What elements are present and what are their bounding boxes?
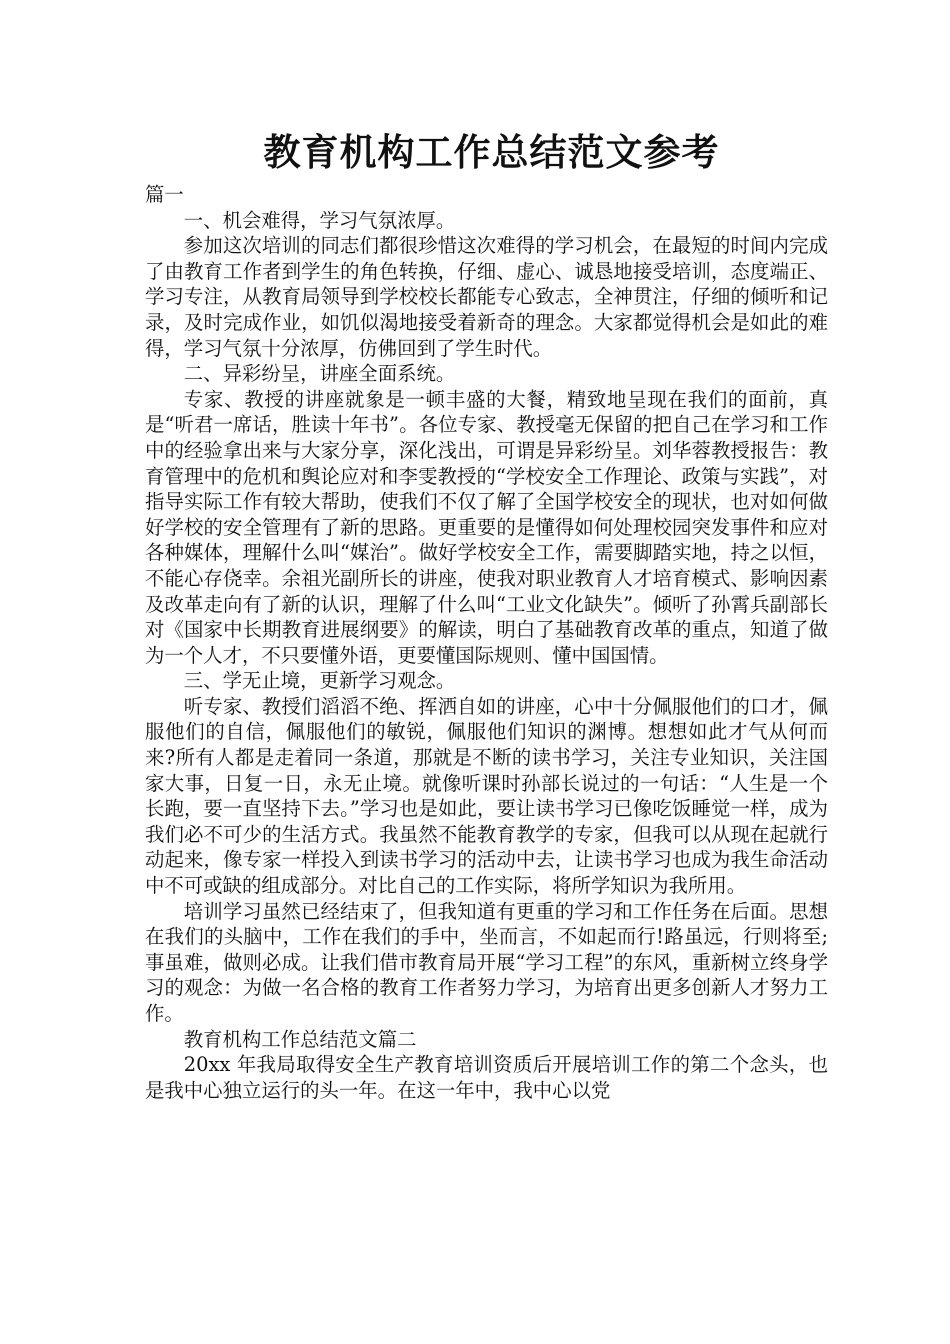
heading-lectures: 二、异彩纷呈，讲座全面系统。 — [183, 362, 456, 386]
paragraph-part-two: 20xx 年我局取得安全生产教育培训资质后开展培训工作的第二个念头，也是我中心独立运行的头一年。在这一年中，我中心以党 — [145, 1053, 828, 1102]
paragraph-conclusion: 培训学习虽然已经结束了，但我知道有更重的学习和工作任务在后面。思想在我们的头脑中，工作在我们的手中，坐而言，不如起而行!路虽远，行则将至;事虽难，做则必成。让我们借市教育局开展“学习工程”的东风，重新树立终身学习的观念：为做一名合格的教育工作者努力学习，为培育出更多创新人才努力工作。 — [145, 899, 828, 1025]
section-label: 篇一 — [145, 183, 184, 206]
heading-lifelong-learning: 三、学无止境，更新学习观念。 — [183, 669, 456, 693]
paragraph-opportunity: 参加这次培训的同志们都很珍惜这次难得的学习机会，在最短的时间内完成了由教育工作者到学生的角色转换，仔细、虚心、诚恳地接受培训，态度端正、学习专注，从教育局领导到学校校长都能专心致志，全神贯注，仔细的倾听和记录，及时完成作业，如饥似渴地接受着新奇的理念。大家都觉得机会是如此的难得，学习气氛十分浓厚，仿佛回到了学生时代。 — [145, 234, 828, 360]
document-page — [145, 128, 828, 1103]
paragraph-lectures: 专家、教授的讲座就象是一顿丰盛的大餐，精致地呈现在我们的面前，真是“听君一席话，胜读十年书”。各位专家、教授毫无保留的把自己在学习和工作中的经验拿出来与大家分享，深化浅出，可谓是异彩纷呈。刘华蓉教授报告：教育管理中的危机和舆论应对和李雯教授的“学校安全工作理论、政策与实践”，对指导实际工作有较大帮助，使我们不仅了解了全国学校安全的现状，也对如何做好学校的安全管理有了新的思路。更重要的是懂得如何处理校园突发事件和应对各种媒体，理解什么叫“媒治”。做好学校安全工作，需要脚踏实地，持之以恒，不能心存侥幸。余祖光副所长的讲座，使我对职业教育人才培育模式、影响因素及改革走向有了新的认识，理解了什么叫“工业文化缺失”。倾听了孙霄兵副部长对《国家中长期教育进展纲要》的解读，明白了基础教育改革的重点，知道了做为一个人才，不只要懂外语，更要懂国际规则、懂中国国情。 — [145, 387, 828, 667]
paragraph-lifelong-learning: 听专家、教授们滔滔不绝、挥洒自如的讲座，心中十分佩服他们的口才，佩服他们的自信，佩服他们的敏锐，佩服他们知识的渊博。想想如此才气从何而来?所有人都是走着同一条道，那就是不断的读书学习，关注专业知识，关注国家大事，日复一日，永无止境。就像听课时孙部长说过的一句话：“人生是一个长跑，要一直坚持下去。”学习也是如此，要让读书学习已像吃饭睡觉一样，成为我们必不可少的生活方式。我虽然不能教育教学的专家，但我可以从现在起就行动起来，像专家一样投入到读书学习的活动中去，让读书学习也成为我生命活动中不可或缺的组成部分。对比自己的工作实际，将所学知识为我所用。 — [145, 694, 828, 898]
document-title: 教育机构工作总结范文参考 — [263, 131, 720, 174]
heading-part-two: 教育机构工作总结范文篇二 — [183, 1027, 417, 1051]
heading-opportunity: 一、机会难得，学习气氛浓厚。 — [183, 208, 456, 232]
